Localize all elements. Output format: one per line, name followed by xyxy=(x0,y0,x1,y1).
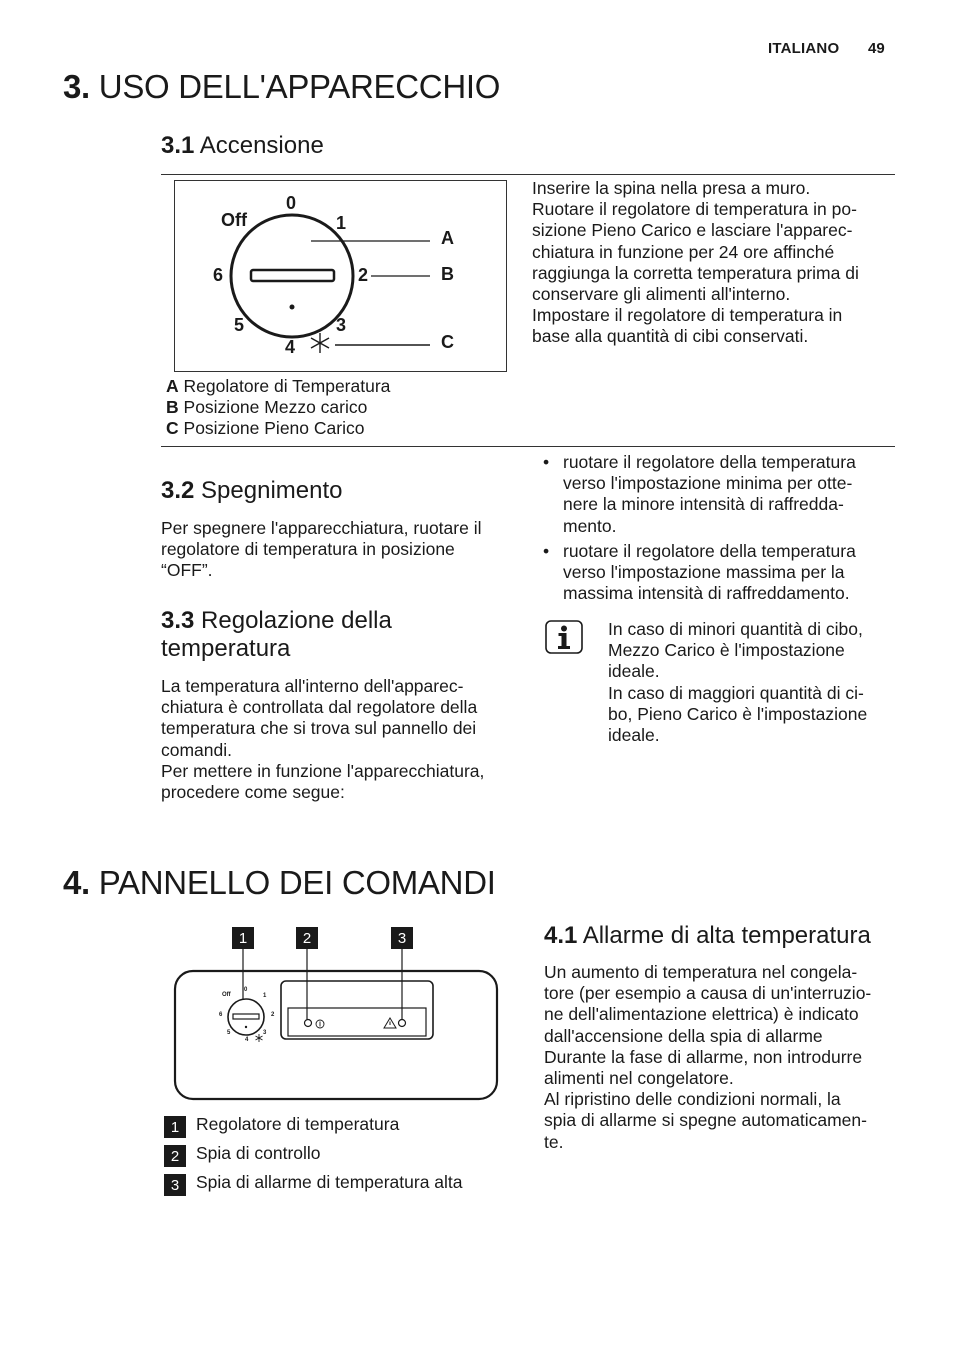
text-line: spia di allarme si spegne automaticamen- xyxy=(544,1110,867,1131)
info-note xyxy=(608,619,898,746)
subsection-number: 3.1 xyxy=(161,132,195,159)
subsection-number: 3.3 xyxy=(161,607,195,634)
control-light-icon xyxy=(315,1019,325,1029)
mini-dial-label-4: 4 xyxy=(245,1037,249,1043)
legend-item-2 xyxy=(164,1139,463,1168)
text-line: procedere come segue: xyxy=(161,782,345,803)
section-3-title xyxy=(63,68,500,106)
legend-badge: 3 xyxy=(164,1174,186,1196)
legend-badge: 1 xyxy=(164,1116,186,1138)
text-line: Mezzo Carico è l'impostazione xyxy=(608,640,845,661)
subsection-title: Regolazione della xyxy=(201,607,392,634)
legend-text: Spia di controllo xyxy=(196,1143,321,1163)
section-number: 3. xyxy=(63,68,90,105)
text-line: In caso di minori quantità di cibo, xyxy=(608,619,863,639)
text-line: ne dell'alimentazione elettrica) è indicato xyxy=(544,1004,859,1025)
text-line: Ruotare il regolatore di temperatura in po- xyxy=(532,199,857,220)
legend-text: Regolatore di Temperatura xyxy=(183,376,391,396)
subsection-number: 4.1 xyxy=(544,922,578,949)
panel-legend xyxy=(164,1110,463,1197)
text-line: sizione Pieno Carico e lasciare l'apparec- xyxy=(532,220,853,241)
subsection-title: Spegnimento xyxy=(201,477,343,504)
snowflake-icon xyxy=(311,333,329,353)
legend-badge: 2 xyxy=(164,1145,186,1167)
text-line: alimenti nel congelatore. xyxy=(544,1068,734,1089)
info-icon xyxy=(545,620,583,654)
panel-label-1: 1 xyxy=(232,927,254,949)
text-line: tore (per esempio a causa di un'interruzio- xyxy=(544,983,872,1004)
divider xyxy=(161,446,895,447)
callout-c: C xyxy=(441,332,454,352)
legend-text: Regolatore di temperatura xyxy=(196,1114,400,1134)
dial-label-0: 0 xyxy=(286,193,297,213)
text-line: dall'accensione della spia di allarme xyxy=(544,1025,823,1046)
mini-dial-label-3: 3 xyxy=(263,1030,267,1036)
legend-item-c xyxy=(166,418,390,439)
dial-legend xyxy=(166,376,390,440)
legend-key: C xyxy=(166,418,179,439)
dial-label-4: 4 xyxy=(285,337,296,357)
legend-item-1 xyxy=(164,1110,463,1139)
text-line: mento. xyxy=(563,515,617,536)
text-line: temperatura che si trova sul pannello dei xyxy=(161,718,477,739)
legend-text: Posizione Pieno Carico xyxy=(183,418,365,439)
text-line: ideale. xyxy=(608,661,660,682)
subsection-4-1-title xyxy=(544,922,871,950)
legend-text: Spia di allarme di temperatura alta xyxy=(196,1172,463,1192)
subsection-title: Accensione xyxy=(199,132,324,159)
warning-triangle-icon xyxy=(383,1017,397,1029)
text-line: “OFF”. xyxy=(161,560,213,581)
mini-dial-label-1: 1 xyxy=(263,993,267,999)
section-title: PANNELLO DEI COMANDI xyxy=(98,864,496,901)
text-line: Al ripristino delle condizioni normali, la xyxy=(544,1089,841,1110)
text-line: nere la minore intensità di raffredda- xyxy=(563,494,844,515)
dial-label-1: 1 xyxy=(336,213,347,233)
legend-key: B xyxy=(166,397,179,418)
dial-label-off: Off xyxy=(221,210,247,230)
mini-dial-label-off: Off xyxy=(222,992,231,998)
legend-item-3 xyxy=(164,1168,463,1197)
callout-b: B xyxy=(441,264,454,284)
text-line: Durante la fase di allarme, non introdurre xyxy=(544,1046,863,1067)
list-item xyxy=(543,541,888,605)
text-line: chiatura è controllata dal regolatore della xyxy=(161,697,478,718)
text-line: verso l'impostazione massima per la xyxy=(563,562,845,583)
text-line: ideale. xyxy=(608,725,660,746)
text-line: Un aumento di temperatura nel congela- xyxy=(544,962,858,982)
text-line: regolatore di temperatura in posizione xyxy=(161,539,455,560)
dial-label-5: 5 xyxy=(234,315,245,335)
mini-dial-label-2: 2 xyxy=(271,1012,275,1018)
text-line: • ruotare il regolatore della temperatura xyxy=(563,540,856,561)
text-line: conservare gli alimenti all'interno. xyxy=(532,284,791,305)
control-panel-figure xyxy=(170,925,505,1105)
mini-dial-label-6: 6 xyxy=(219,1012,223,1018)
divider xyxy=(161,174,895,175)
dial-label-3: 3 xyxy=(336,315,347,335)
regolazione-paragraph xyxy=(161,676,516,803)
section-number: 4. xyxy=(63,864,90,901)
allarme-paragraph xyxy=(544,962,904,1153)
text-line: Per spegnere l'apparecchiatura, ruotare il xyxy=(161,518,482,538)
header-language: ITALIANO xyxy=(768,40,840,57)
page-number: 49 xyxy=(868,40,885,57)
section-4-title xyxy=(63,864,496,902)
callout-a: A xyxy=(441,228,454,248)
mini-dial-label-0: 0 xyxy=(244,987,248,993)
subsection-3-3-title xyxy=(161,607,392,663)
legend-text: Posizione Mezzo carico xyxy=(183,397,368,418)
subsection-3-2-title xyxy=(161,477,342,505)
accensione-paragraph xyxy=(532,178,892,348)
text-line: La temperatura all'interno dell'apparec- xyxy=(161,676,464,696)
dial-label-2: 2 xyxy=(358,265,369,285)
text-line: raggiunga la corretta temperatura prima di xyxy=(532,262,859,283)
text-line: In caso di maggiori quantità di ci- xyxy=(608,682,864,703)
legend-item-a xyxy=(166,376,390,397)
subsection-3-1-title xyxy=(161,132,324,160)
list-item xyxy=(543,452,888,537)
text-line: Impostare il regolatore di temperatura in xyxy=(532,305,843,326)
panel-label-3: 3 xyxy=(391,927,413,949)
snowflake-icon xyxy=(255,1034,263,1042)
text-line: bo, Pieno Carico è l'impostazione xyxy=(608,703,868,724)
text-line: chiatura in funzione per 24 ore affinché xyxy=(532,241,835,262)
text-line: base alla quantità di cibi conservati. xyxy=(532,326,809,347)
subsection-number: 3.2 xyxy=(161,477,195,504)
panel-label-2: 2 xyxy=(296,927,318,949)
temperature-dial-figure xyxy=(174,180,507,372)
text-line: massima intensità di raffreddamento. xyxy=(563,583,850,604)
mini-dial-label-5: 5 xyxy=(227,1030,231,1036)
subsection-title-cont: temperatura xyxy=(161,635,291,662)
bullet-list xyxy=(543,452,888,604)
subsection-title: Allarme di alta temperatura xyxy=(582,922,871,949)
legend-key: A xyxy=(166,376,179,396)
section-title: USO DELL'APPARECCHIO xyxy=(98,68,501,105)
dial-label-6: 6 xyxy=(213,265,224,285)
text-line: comandi. xyxy=(161,739,233,760)
text-line: verso l'impostazione minima per otte- xyxy=(563,473,853,494)
legend-item-b xyxy=(166,397,390,418)
text-line: Inserire la spina nella presa a muro. xyxy=(532,178,811,198)
text-line: Per mettere in funzione l'apparecchiatura, xyxy=(161,760,485,781)
text-line: te. xyxy=(544,1131,564,1152)
text-line: • ruotare il regolatore della temperatura xyxy=(563,452,856,472)
spegnimento-paragraph xyxy=(161,518,511,582)
